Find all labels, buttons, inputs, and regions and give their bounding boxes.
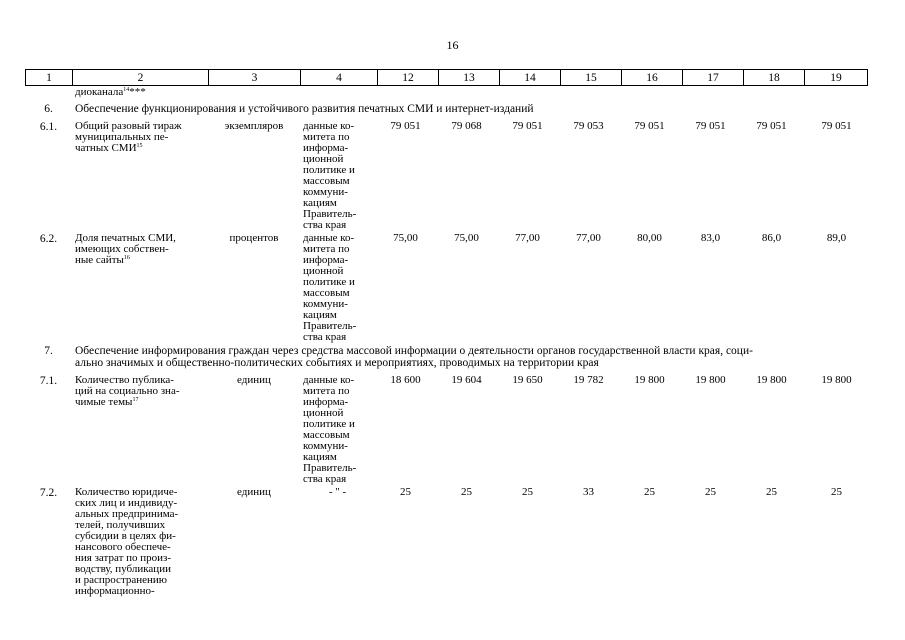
value-cell: 19 800: [695, 374, 726, 386]
header-col-19: 19: [805, 70, 868, 86]
row-unit: процентов: [229, 232, 279, 244]
section-7-number: 7.: [44, 345, 53, 357]
page-number: 16: [446, 38, 459, 52]
row-name: [75, 233, 176, 266]
header-col-15: 15: [561, 70, 622, 86]
value-cell: 25: [766, 486, 777, 498]
row-name: [75, 121, 182, 154]
carryover-label: диоканала: [75, 86, 124, 98]
row-unit: единиц: [237, 486, 271, 498]
section-6-title: Обеспечение функционирования и устойчивого развития печатных СМИ и интернет-изданий: [75, 103, 534, 115]
value-cell: 25: [644, 486, 655, 498]
row-number: 7.1.: [39, 375, 58, 387]
row-source: данные ко- митета по информа- ционной политике и массовым коммуни- кациям Правитель- ства края: [303, 232, 357, 343]
header-col-13: 13: [439, 70, 500, 86]
value-cell: 79 051: [756, 120, 787, 132]
row-unit: единиц: [237, 374, 271, 386]
row-source: данные ко- митета по информа- ционной политике и массовым коммуни- кациям Правитель- ства края: [303, 374, 357, 485]
value-cell: 79 053: [573, 120, 604, 132]
value-cell: 86,0: [761, 232, 782, 244]
value-cell: 18 600: [390, 374, 421, 386]
value-cell: 79 051: [390, 120, 421, 132]
value-cell: 75,00: [454, 232, 479, 244]
row-name: Количество юридиче- ских лиц и индивиду- альных предпринима- телей, получивших субсидии в целях фи- нансового обеспече- ния затрат по произ- водству, публикации и распространению информационно-: [75, 486, 179, 597]
value-cell: 19 650: [512, 374, 543, 386]
row-name-text: Общий разовый тираж муниципальных пе- чатных СМИ: [75, 120, 182, 154]
footnote-ref: 14: [123, 87, 130, 93]
header-col-2: 2: [73, 70, 209, 86]
value-cell: 89,0: [826, 232, 847, 244]
value-cell: 19 604: [451, 374, 482, 386]
value-cell: 25: [400, 486, 411, 498]
value-cell: 19 800: [634, 374, 665, 386]
header-col-1: 1: [26, 70, 73, 86]
value-cell: 19 782: [573, 374, 604, 386]
row-name: [75, 375, 179, 408]
section-7-title: Обеспечение информирования граждан через средства массовой информации о деятельности органов государственной власти края, соци- ально значимых и общественно-политических событиях и мероприятиях, проводимых на территории края: [75, 345, 753, 369]
value-cell: 79 068: [451, 120, 482, 132]
header-col-17: 17: [683, 70, 744, 86]
row-number: 6.1.: [39, 121, 58, 133]
value-cell: 79 051: [634, 120, 665, 132]
header-col-12: 12: [378, 70, 439, 86]
header-col-16: 16: [622, 70, 683, 86]
value-cell: 25: [831, 486, 842, 498]
footnote-ref: 15: [136, 143, 143, 149]
row-source: данные ко- митета по информа- ционной политике и массовым коммуни- кациям Правитель- ства края: [303, 120, 357, 231]
value-cell: 75,00: [393, 232, 418, 244]
footnote-ref: 17: [132, 397, 139, 403]
value-cell: 79 051: [512, 120, 543, 132]
header-col-18: 18: [744, 70, 805, 86]
row-name-text: Доля печатных СМИ, имеющих собствен- ные сайты: [75, 232, 176, 266]
carryover-text: [75, 87, 146, 98]
value-cell: 79 051: [695, 120, 726, 132]
row-number: 6.2.: [39, 233, 58, 245]
row-name-text: Количество публика- ций на социально зна- чимые темы: [75, 374, 180, 408]
value-cell: 83,0: [700, 232, 721, 244]
column-header-row: [25, 69, 868, 86]
header-col-3: 3: [209, 70, 301, 86]
footnote-ref: 16: [123, 255, 130, 261]
value-cell: 77,00: [576, 232, 601, 244]
value-cell: 25: [461, 486, 472, 498]
value-cell: 19 800: [756, 374, 787, 386]
section-6-number: 6.: [44, 103, 53, 115]
row-source: - " -: [328, 486, 347, 498]
row-unit: экземпляров: [224, 120, 284, 132]
value-cell: 77,00: [515, 232, 540, 244]
value-cell: 79 051: [821, 120, 852, 132]
value-cell: 25: [705, 486, 716, 498]
value-cell: 19 800: [821, 374, 852, 386]
header-col-14: 14: [500, 70, 561, 86]
row-number: 7.2.: [39, 487, 58, 499]
value-cell: 25: [522, 486, 533, 498]
carryover-suffix: ***: [129, 86, 146, 98]
header-col-4: 4: [301, 70, 378, 86]
value-cell: 33: [583, 486, 594, 498]
value-cell: 80,00: [637, 232, 662, 244]
